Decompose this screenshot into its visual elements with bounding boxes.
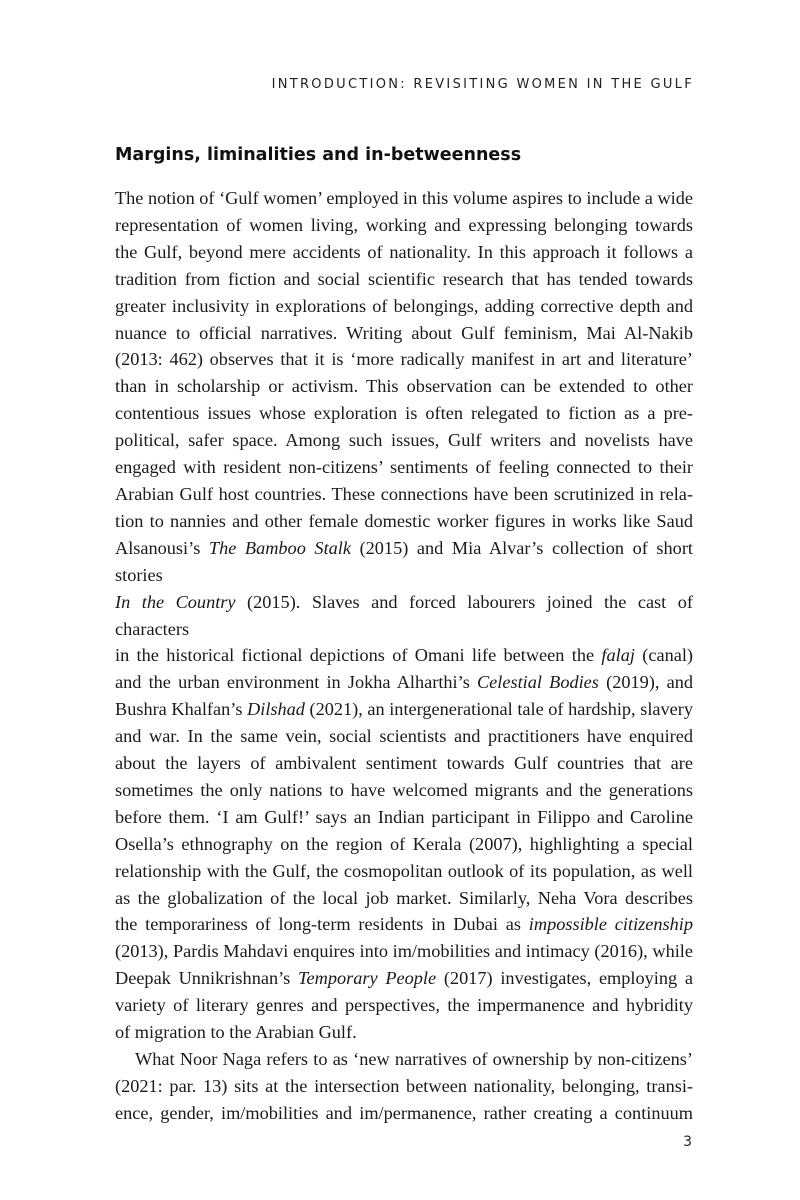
text-run: Alsanousi’s (115, 537, 209, 558)
text-line: (2021: par. 13) sits at the intersection between nationality, belonging, transi- (115, 1075, 693, 1096)
text-line: tion to nannies and other female domestic worker figures in works like Saud (115, 510, 693, 531)
text-line: Arabian Gulf host countries. These connections have been scrutinized in rela- (115, 483, 693, 504)
text-run: the temporariness of long-term residents in Dubai as (115, 914, 529, 935)
paragraph-1 (115, 185, 693, 1046)
text-line (115, 589, 693, 643)
text-line: (2013: 462) observes that it is ‘more radically manifest in art and literature’ (115, 349, 693, 370)
text-run: in the historical fictional depictions of Omani life between the (115, 645, 602, 666)
text-run: (canal) (634, 645, 693, 666)
text-line: variety of literary genres and perspectives, the impermanence and hybridity (115, 995, 693, 1016)
text-line: than in scholarship or activism. This observation can be extended to other (115, 376, 693, 397)
text-line: about the layers of ambivalent sentiment towards Gulf countries that are (115, 753, 693, 774)
text-line: greater inclusivity in explorations of belongings, adding corrective depth and (115, 295, 693, 316)
text-line: engaged with resident non-citizens’ sentiments of feeling connected to their (115, 457, 693, 478)
text-run: (2019), and (598, 672, 693, 693)
text-line: sometimes the only nations to have welcomed migrants and the generations (115, 779, 693, 800)
text-run: (2021), an intergenerational tale of hardship, slavery (304, 699, 693, 720)
text-line: (2013), Pardis Mahdavi enquires into im/mobilities and intimacy (2016), while (115, 941, 693, 962)
italic-term: falaj (601, 645, 635, 666)
italic-term: impossible citizenship (528, 914, 693, 935)
running-head: INTRODUCTION: REVISITING WOMEN IN THE GULF (271, 77, 694, 92)
text-line (115, 669, 693, 696)
text-line (115, 965, 693, 992)
text-run: Deepak Unnikrishnan’s (115, 968, 299, 989)
text-line: before them. ‘I am Gulf!’ says an Indian participant in Filippo and Caroline (115, 806, 693, 827)
text-line: and war. In the same vein, social scientists and practitioners have enquired (115, 726, 693, 747)
text-line (115, 696, 693, 723)
text-run: (2015) and Mia Alvar’s collection of short stories (115, 537, 693, 585)
text-line (115, 911, 693, 938)
book-title: In the Country (115, 591, 236, 612)
text-line: of migration to the Arabian Gulf. (115, 1022, 357, 1043)
book-title: The Bamboo Stalk (208, 537, 351, 558)
text-run: (2015). Slaves and forced labourers joined the cast of characters (115, 591, 693, 639)
text-line: representation of women living, working and expressing belonging towards (115, 214, 693, 235)
page-number: 3 (683, 1134, 692, 1150)
text-run: and the urban environment in Jokha Alharthi’s (115, 672, 477, 693)
text-line: nuance to official narratives. Writing about Gulf feminism, Mai Al-Nakib (115, 322, 693, 343)
text-line: as the globalization of the local job market. Similarly, Neha Vora describes (115, 887, 693, 908)
text-run: Bushra Khalfan’s (115, 699, 248, 720)
text-line: What Noor Naga refers to as ‘new narratives of ownership by non-citizens’ (135, 1049, 693, 1069)
section-heading: Margins, liminalities and in-betweenness (115, 145, 522, 165)
paragraph-2 (115, 1046, 693, 1127)
text-line: ence, gender, im/mobilities and im/permanence, rather creating a continuum (115, 1102, 693, 1123)
text-line: tradition from fiction and social scientific research that has tended towards (115, 268, 693, 289)
text-line: the Gulf, beyond mere accidents of nationality. In this approach it follows a (115, 241, 693, 262)
text-line: Osella’s ethnography on the region of Kerala (2007), highlighting a special (115, 833, 693, 854)
text-line: relationship with the Gulf, the cosmopolitan outlook of its population, as well (115, 860, 693, 881)
text-run: (2017) investigates, employing a (436, 968, 693, 989)
book-title: Dilshad (247, 699, 305, 720)
book-title: Celestial Bodies (476, 672, 599, 693)
text-line (115, 535, 693, 589)
body-text (115, 185, 693, 1127)
text-line: political, safer space. Among such issues, Gulf writers and novelists have (115, 430, 693, 451)
text-line: contentious issues whose exploration is often relegated to fiction as a pre- (115, 403, 693, 424)
text-line (115, 642, 693, 669)
book-title: Temporary People (298, 968, 437, 989)
text-line: The notion of ‘Gulf women’ employed in this volume aspires to include a wide (115, 188, 693, 208)
